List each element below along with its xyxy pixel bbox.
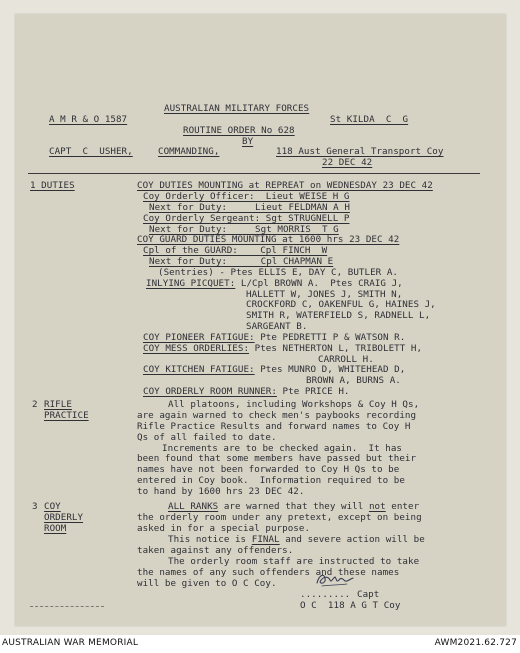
pioneer-names: Pte PEDRETTI P & WATSON R. (254, 332, 406, 343)
kitchen-names: Ptes MUNRO D, WHITEHEAD D, (254, 364, 406, 375)
rifle-p1-line-3: Rifle Practice Results and forward names to Coy H (137, 421, 411, 432)
inlying-line-3: CROCKFORD C, OAKENFUL G, HAINES J, (246, 299, 436, 310)
location: St KILDA C G (330, 114, 409, 125)
duties-title: COY DUTIES MOUNTING at REPREAT on WEDNESDAY 23 DEC 42 (137, 180, 433, 191)
unit-name: 118 Aust General Transport Coy (276, 146, 444, 157)
handwritten-signature (313, 567, 355, 591)
runner-label: COY ORDERLY ROOM RUNNER: (143, 386, 277, 397)
inlying-picquet (146, 278, 403, 289)
rifle-label: RIFLE (44, 399, 72, 410)
runner-name: Pte PRICE H. (276, 386, 350, 397)
mess-names-2: CARROLL H. (318, 354, 374, 365)
inlying-line-2: HALLETT W, JONES J, SMITH N, (246, 289, 403, 300)
room-line-6: The orderly room staff are instructed to take (168, 556, 420, 567)
pioneer-label: COY PIONEER FATIGUE: (143, 332, 255, 343)
force-heading: AUSTRALIAN MILITARY FORCES (164, 103, 310, 114)
kitchen-fatigue (143, 364, 405, 375)
archive-name: AUSTRALIAN WAR MEMORIAL (2, 638, 139, 648)
inlying-line-4: SMITH R, WATERFIELD S, RADNELL L, (246, 310, 431, 321)
mess-names: Ptes NETHERTON L, TRIBOLETT H, (249, 343, 423, 354)
rifle-p2-line-3: names have not been forwarded to Coy H Qs to be (137, 464, 400, 475)
room-line-4 (168, 534, 425, 545)
room-line-7: the names of any such offenders and these names (137, 567, 400, 578)
archive-footer (0, 635, 520, 653)
all-ranks: ALL RANKS (168, 501, 219, 512)
inlying-line-1: L/Cpl BROWN A. Ptes CRAIG J, (235, 278, 403, 289)
room-label-2: ORDERLY (44, 512, 84, 523)
room-line-2: the orderly room under any pretext, except on being (137, 512, 422, 523)
next-sergeant: Next for Duty: Sgt MORRIS T G (149, 224, 339, 235)
kitchen-names-2: BROWN A, BURNS A. (306, 375, 401, 386)
commanding-label: COMMANDING, (158, 146, 220, 157)
mess-label: COY MESS ORDERLIES: (143, 343, 250, 354)
inlying-line-5: SARGEANT B. (246, 321, 308, 332)
rifle-p2-line-5: to hand by 1600 hrs 23 DEC 42. (137, 486, 305, 497)
orderly-sergeant: Coy Orderly Sergeant: Sgt STRUGNELL P (143, 213, 350, 224)
section-2-number: 2 (32, 399, 38, 410)
room-label-3: ROOM (44, 523, 67, 534)
footer-stub-rule (30, 606, 104, 607)
pioneer-fatigue (143, 332, 405, 343)
by-label: BY (242, 136, 254, 147)
final-word: FINAL (251, 534, 280, 545)
section-duties-label: 1 DUTIES (30, 180, 75, 191)
room-label-1: COY (44, 501, 61, 512)
inlying-label: INLYING PICQUET: (146, 278, 236, 289)
kitchen-label: COY KITCHEN FATIGUE: (143, 364, 255, 375)
room-line-1 (168, 501, 419, 512)
next-cpl: Next for Duty: Cpl CHAPMAN E (149, 256, 334, 267)
room-line-1b: are warned that they will (218, 501, 369, 512)
orderly-room-runner (143, 386, 350, 397)
signature-dots: ......... (300, 589, 351, 600)
rifle-p1-line-4: Qs of all failed to date. (137, 432, 277, 443)
header-rule (28, 173, 480, 174)
sentries: (Sentries) - Ptes ELLIS E, DAY C, BUTLER A. (158, 267, 398, 278)
order-date: 22 DEC 42 (322, 157, 373, 168)
room-line-5: taken against any offenders. (137, 545, 294, 556)
order-number: ROUTINE ORDER No 628 (183, 125, 295, 136)
not-word: not (368, 501, 386, 512)
rifle-p2-line-1: Increments are to be checked again. It has (162, 443, 402, 454)
mess-orderlies (143, 343, 422, 354)
signature-rank: Capt (357, 589, 380, 600)
room-line-1d: enter (385, 501, 420, 512)
orderly-officer: Coy Orderly Officer: Lieut WEISE H G (143, 191, 350, 202)
rifle-p1-line-2: are again warned to check men's paybooks recording (137, 410, 417, 421)
room-line-3: asked in for a special purpose. (137, 523, 311, 534)
section-3-number: 3 (32, 501, 38, 512)
next-officer: Next for Duty: Lieut FELDMAN A H (149, 202, 350, 213)
archive-accession: AWM2021.62.727 (434, 638, 517, 648)
commanding-officer: CAPT C USHER, (49, 146, 133, 157)
guard-title: COY GUARD DUTIES MOUNTING at 1600 hrs 23 DEC 42 (137, 234, 400, 245)
reference-number: A M R & O 1587 (49, 114, 128, 125)
rifle-p2-line-4: entered in Coy book. Information required to be (137, 475, 405, 486)
room-line-4c: and severe action will be (279, 534, 425, 545)
room-line-8: will be given to O C Coy. (137, 578, 277, 589)
room-line-4a: This notice is (168, 534, 252, 545)
rifle-p2-line-2: been found that some members have passed but their (137, 453, 417, 464)
rifle-p1-line-1: All platoons, including Workshops & Coy H Qs, (168, 399, 420, 410)
signature-title: O C 118 A G T Coy (300, 600, 401, 611)
cpl-of-guard: Cpl of the GUARD: Cpl FINCH W (143, 245, 328, 256)
practice-label: PRACTICE (44, 410, 89, 421)
